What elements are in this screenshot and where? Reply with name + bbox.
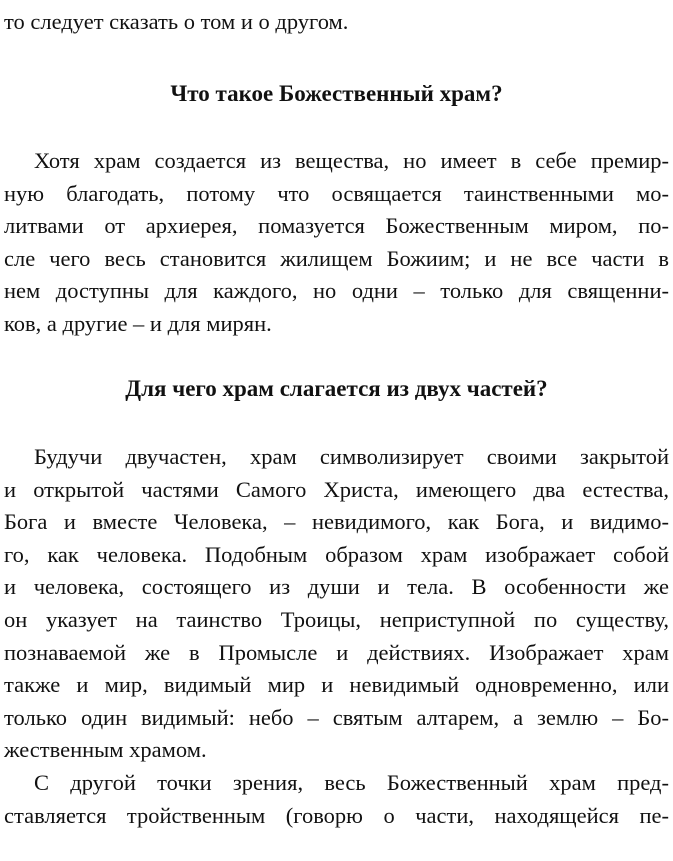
text-line: также и мир, видимый мир и невидимый одновременно, или: [4, 672, 669, 698]
text-line: Бога и вместе Человека, – невидимого, как Бога, и видимо-: [4, 509, 669, 535]
text-line: Будучи двучастен, храм символизирует своими закрытой: [34, 444, 669, 469]
paragraph: [4, 145, 669, 341]
section-heading: Что такое Божественный храм?: [170, 81, 503, 106]
text-line: то следует сказать о том и о другом.: [4, 9, 349, 34]
text-line: литвами от архиерея, помазуется Божественным миром, по-: [4, 213, 669, 239]
text-line: познаваемой же в Промысле и действиях. Изображает храм: [4, 639, 669, 665]
text-line: только один видимый: небо – святым алтарем, а землю – Бо-: [4, 704, 669, 730]
text-line: ков, а другие – и для мирян.: [4, 310, 272, 336]
text-line: Хотя храм создается из вещества, но имеет в себе премир-: [34, 148, 669, 173]
text-line: нем доступны для каждого, но одни – только для священни-: [4, 278, 669, 304]
text-line: сле чего весь становится жилищем Божиим; и не все части в: [4, 245, 669, 271]
text-line: го, как человека. Подобным образом храм изображает собой: [4, 541, 669, 567]
text-line: жественным храмом.: [4, 737, 207, 763]
text-line: он указует на таинство Троицы, неприступной по существу,: [4, 606, 669, 632]
text-line: и человека, состоящего из души и тела. В особенности же: [4, 574, 669, 600]
paragraph: [4, 767, 669, 832]
text-line: ставляется тройственным (говорю о части, находящейся пе-: [4, 802, 669, 828]
text-line: С другой точки зрения, весь Божественный храм пред-: [34, 770, 669, 795]
text-line: ную благодать, потому что освящается таинственными мо-: [4, 180, 669, 206]
paragraph: [4, 441, 669, 767]
text-line: и открытой частями Самого Христа, имеющего два естества,: [4, 476, 669, 502]
section-heading: Для чего храм слагается из двух частей?: [125, 376, 548, 401]
